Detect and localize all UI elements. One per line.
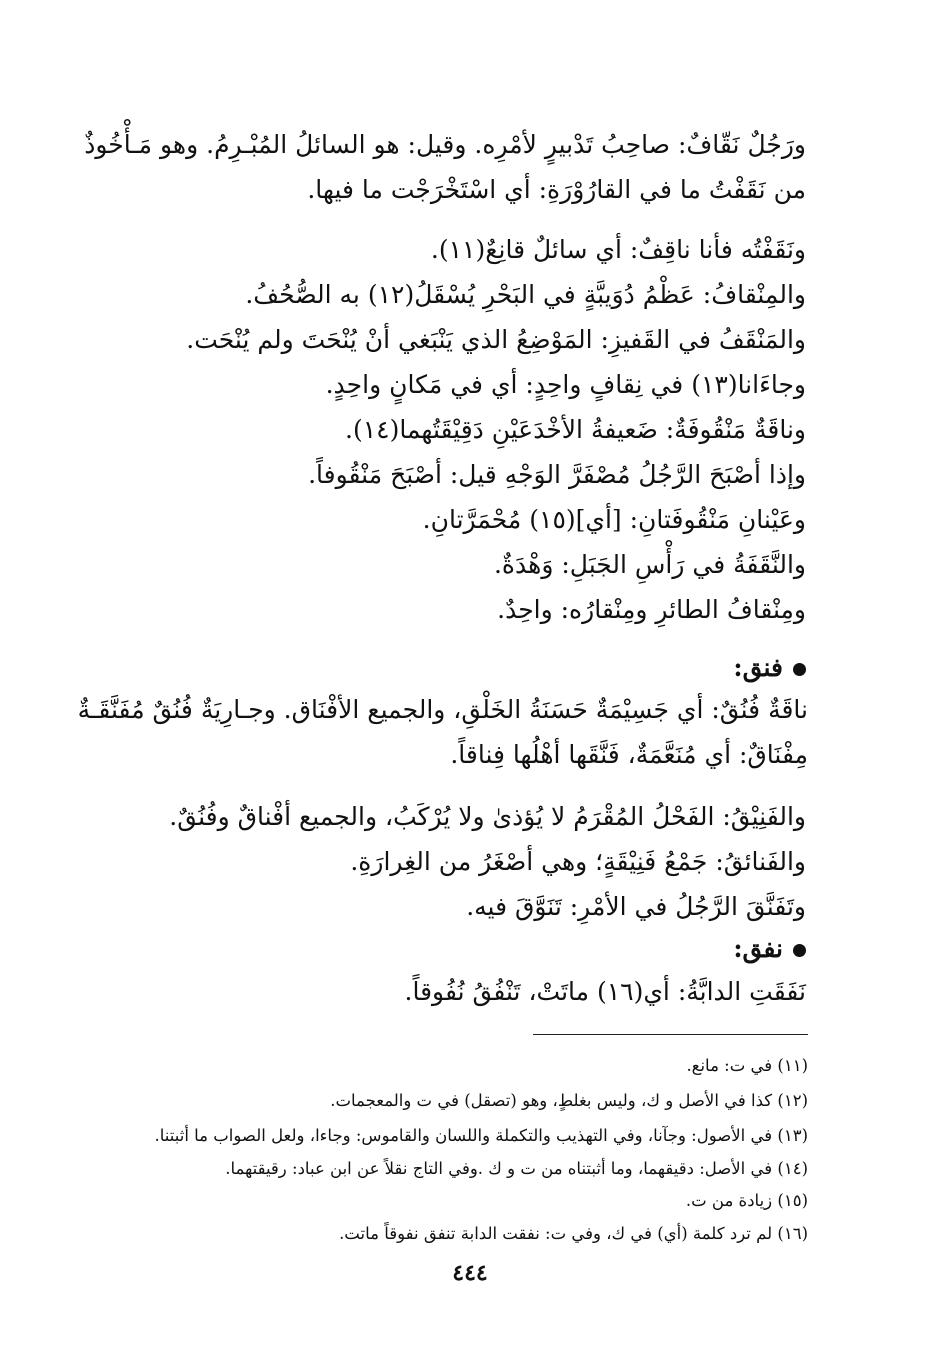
body-line: وجاءَانا(١٣) في نِقافٍ واحِدٍ: أي في مَكانٍ واحِدٍ. <box>325 370 806 399</box>
body-line: والنَّقَفَةُ في رَأْسِ الجَبَلِ: وَهْدَةٌ. <box>493 550 806 579</box>
body-line: والمِنْقافُ: عَظْمُ دُوَيبَّةٍ في البَحْرِ يُسْقَلُ(١٢) به الصُّحُفُ. <box>245 280 806 309</box>
entry-heading-label: فنق: <box>733 653 783 682</box>
footnote-divider <box>533 1034 808 1035</box>
body-line: وتَفَنَّقَ الرَّجُلُ في الأمْرِ: تَنَوَّقَ فيه. <box>466 892 806 921</box>
body-line: ومِنْقافُ الطائرِ ومِنْقارُه: واحِدٌ. <box>497 595 806 624</box>
body-line: من نَقَفْتُ ما في القارُوْرَةِ: أي اسْتَخْرَجْت ما فيها. <box>307 175 806 204</box>
entry-heading-fnq <box>130 648 806 688</box>
footnote: (١٥) زيادة من ت. <box>685 1191 808 1210</box>
body-line: وإذا أصْبَحَ الرَّجُلُ مُصْفَرَّ الوَجْهِ قيل: أصْبَحَ مَنْقُوفاً. <box>308 460 806 489</box>
entry-heading-nfq <box>130 929 806 969</box>
entry-heading-label: نفق: <box>733 934 783 963</box>
bullet-icon <box>793 663 806 676</box>
body-line: والفَنائقُ: جَمْعُ فَنِيْقَةٍ؛ وهي أصْغَرُ من الغِرارَةِ. <box>350 847 806 876</box>
body-line: والفَنِيْقُ: الفَحْلُ المُقْرَمُ لا يُؤذىٰ ولا يُرْكَبُ، والجميع أفْناقٌ وفُنُقٌ. <box>169 802 806 831</box>
body-line: وعَيْنانِ مَنْقُوفَتانِ: [أي](١٥) مُحْمَرَّتانِ. <box>422 505 806 534</box>
page-number: ٤٤٤ <box>452 1260 488 1286</box>
body-line: وناقَةٌ مَنْقُوفَةٌ: ضَعيفةُ الأخْدَعَيْنِ دَقِيْقَتُهما(١٤). <box>345 415 806 444</box>
footnote: (١٣) في الأصول: وجآنا، وفي التهذيب والتكملة واللسان والقاموس: وجاءا، ولعل الصواب ما أثبتنا. <box>154 1126 808 1145</box>
body-line: ورَجُلٌ نَقّافٌ: صاحِبُ تَدْبيرٍ لأمْرِه. وقيل: هو السائلُ المُبْـرِمُ. وهو مَـأْخُوذٌ <box>84 130 806 159</box>
body-line: نَفَقَتِ الدابَّةُ: أي(١٦) ماتَتْ، تَنْفُقُ نُفُوقاً. <box>404 977 806 1006</box>
body-line: ونَقَفْتُه فأنا ناقِفٌ: أي سائلٌ قانِعٌ(١١). <box>430 235 806 264</box>
footnote: (١١) في ت: مانع. <box>686 1056 808 1075</box>
footnote: (١٦) لم ترد كلمة (أي) في ك، وفي ت: نفقت الدابة تنفق نفوقاً ماتت. <box>339 1224 808 1243</box>
body-line: مِفْنَاقٌ: أي مُنَعَّمَةٌ، فَنَّقَها أهْلُها فِناقاً. <box>450 740 808 769</box>
body-line: ناقَةٌ فُنُقٌ: أي جَسِيْمَةٌ حَسَنَةُ الخَلْقِ، والجميع الأفْنَاق. وجـارِيَةٌ فُنُقٌ مُفَنَّقَـةٌ <box>77 695 808 724</box>
body-line: والمَنْقَفُ في القَفيزِ: المَوْضِعُ الذي يَنْبَغي أنْ يُنْحَتَ ولم يُنْحَت. <box>186 325 806 354</box>
footnote: (١٢) كذا في الأصل و ك، وليس بغلطٍ، وهو (تصقل) في ت والمعجمات. <box>330 1091 808 1110</box>
footnote: (١٤) في الأصل: دقيقهما، وما أثبتناه من ت و ك .وفي التاج نقلاً عن ابن عباد: رقيقتهما. <box>225 1159 808 1178</box>
bullet-icon <box>793 944 806 957</box>
